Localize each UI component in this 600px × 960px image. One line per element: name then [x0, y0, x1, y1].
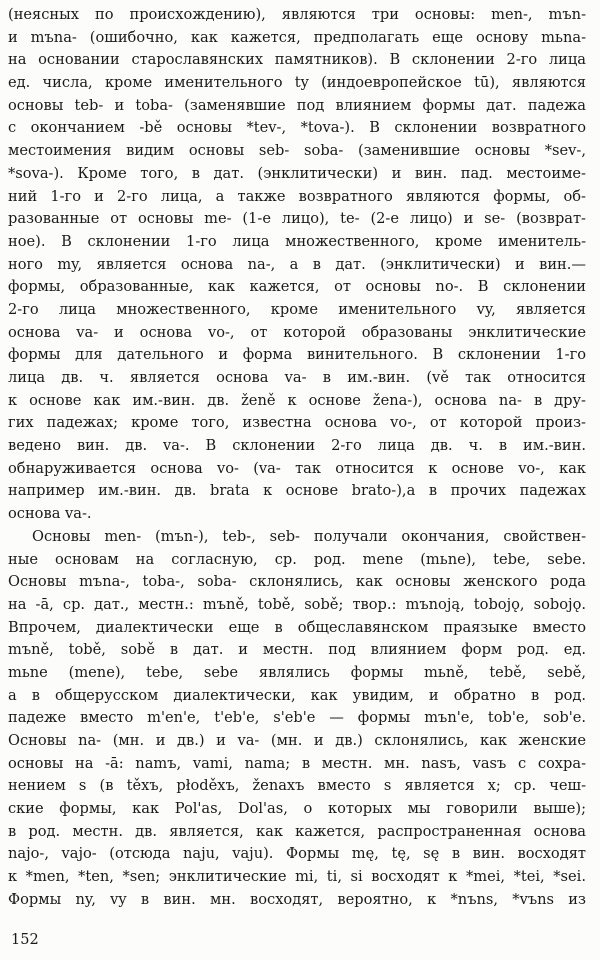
text-line: на основании старославянских памятников). В склонении 2-го лица	[8, 51, 586, 69]
text-line: например им.-вин. дв. brata к основе brato-),а в прочих падежах	[8, 482, 586, 500]
text-line: ед. числа, кроме именительного ty (индоевропейское tū), являются	[8, 74, 586, 92]
paragraph-end-line: основа va-.	[8, 505, 92, 523]
text-line: ное). В склонении 1-го лица множественного, кроме именитель-	[8, 232, 586, 250]
text-line: местоимения видим основы seb- soba- (заменившие основы *sev-,	[8, 142, 586, 160]
text-line: (неясных по происхождению), являются три основы: men-, mъn-	[8, 6, 586, 23]
text-line: Основы na- (мн. и дв.) и va- (мн. и дв.) склонялись, как женские	[8, 732, 586, 749]
text-line: лица дв. ч. является основа va- в им.-вин. (vě так относится	[8, 369, 586, 386]
text-line: формы, образованные, как кажется, от основы no-. В склонении	[8, 278, 586, 296]
text-line: ведено вин. дв. va-. В склонении 2-го лица дв. ч. в им.-вин.	[8, 437, 586, 455]
text-line: нением s (в těxъ, płoděxъ, ženaxъ вместо s является x; ср. чеш-	[8, 777, 586, 795]
page-number: 152	[11, 932, 39, 948]
text-line: ний 1-го и 2-го лица, а также возвратного являются формы, об-	[8, 187, 586, 205]
text-line: *sova-). Кроме того, в дат. (энклитически) и вин. пад. местоиме-	[8, 164, 586, 182]
text-line: mъně, tobě, sobě в дат. и местн. под влиянием форм род. ед.	[8, 641, 586, 659]
text-line: и mъna- (ошибочно, как кажется, предполагать еще основу mьna-	[8, 28, 586, 46]
text-line: к *men, *ten, *sen; энклитические mi, ti, si восходят к *mei, *tei, *sei.	[8, 868, 586, 886]
text-line: на -ā, ср. дат., местн.: mъně, tobě, sobě; твор.: mъnoją, tobojǫ, sobojǫ.	[8, 595, 586, 613]
text-line: ские формы, как Pol'as, Dol'as, о которых мы говорили выше);	[8, 800, 586, 818]
text-line: основы на -ā: namъ, vami, nama; в местн. мн. nasъ, vasъ с сохра-	[8, 754, 586, 772]
text-line: основа va- и основа vo-, от которой образованы энклитические	[8, 323, 586, 341]
text-line: формы для дательного и форма винительного. В склонении 1-го	[8, 346, 586, 364]
text-line: Формы ny, vy в вин. мн. восходят, вероятно, к *nъns, *vъns из	[8, 890, 586, 908]
text-line: 2-го лица множественного, кроме именительного vy, является	[8, 300, 586, 318]
text-line: падеже вместо m'en'e, t'eb'e, s'eb'e — формы mъn'e, tob'e, sob'e.	[8, 709, 586, 727]
text-line: najo-, vajo- (отсюда naju, vaju). Формы mę, tę, sę в вин. восходят	[8, 845, 586, 863]
text-line: Основы mъna-, toba-, soba- склонялись, как основы женского рода	[8, 573, 586, 591]
text-line: ные основам на согласную, ср. род. mene (mьne), tebe, sebe.	[8, 550, 586, 568]
text-line: к основе как им.-вин. дв. ženě к основе žena-), основа na- в дру-	[8, 391, 586, 409]
text-line: разованные от основы me- (1-е лицо), te- (2-е лицо) и se- (возврат-	[8, 210, 586, 228]
text-line: обнаруживается основа vo- (va- так относится к основе vo-, как	[8, 459, 586, 477]
paragraph-start-line: Основы men- (mъn-), teb-, seb- получали окончания, свойствен-	[32, 527, 586, 545]
text-line: в род. местн. дв. является, как кажется, распространенная основа	[8, 822, 586, 840]
text-line: гих падежах; кроме того, известна основа vo-, от которой произ-	[8, 414, 586, 432]
body-text	[8, 4, 586, 912]
text-line: Впрочем, диалектически еще в общеславянском праязыке вместо	[8, 618, 586, 636]
text-line: основы teb- и toba- (заменявшие под влиянием формы дат. падежа	[8, 96, 586, 114]
text-line: с окончанием -bě основы *tev-, *tova-). В склонении возвратного	[8, 119, 586, 137]
text-line: а в общерусском диалектически, как увидим, и обратно в род.	[8, 686, 586, 704]
text-line: ного my, является основа na-, а в дат. (энклитически) и вин.—	[8, 255, 586, 273]
text-line: mьne (mene), tebe, sebe являлись формы mьně, tebě, sebě,	[8, 663, 586, 681]
